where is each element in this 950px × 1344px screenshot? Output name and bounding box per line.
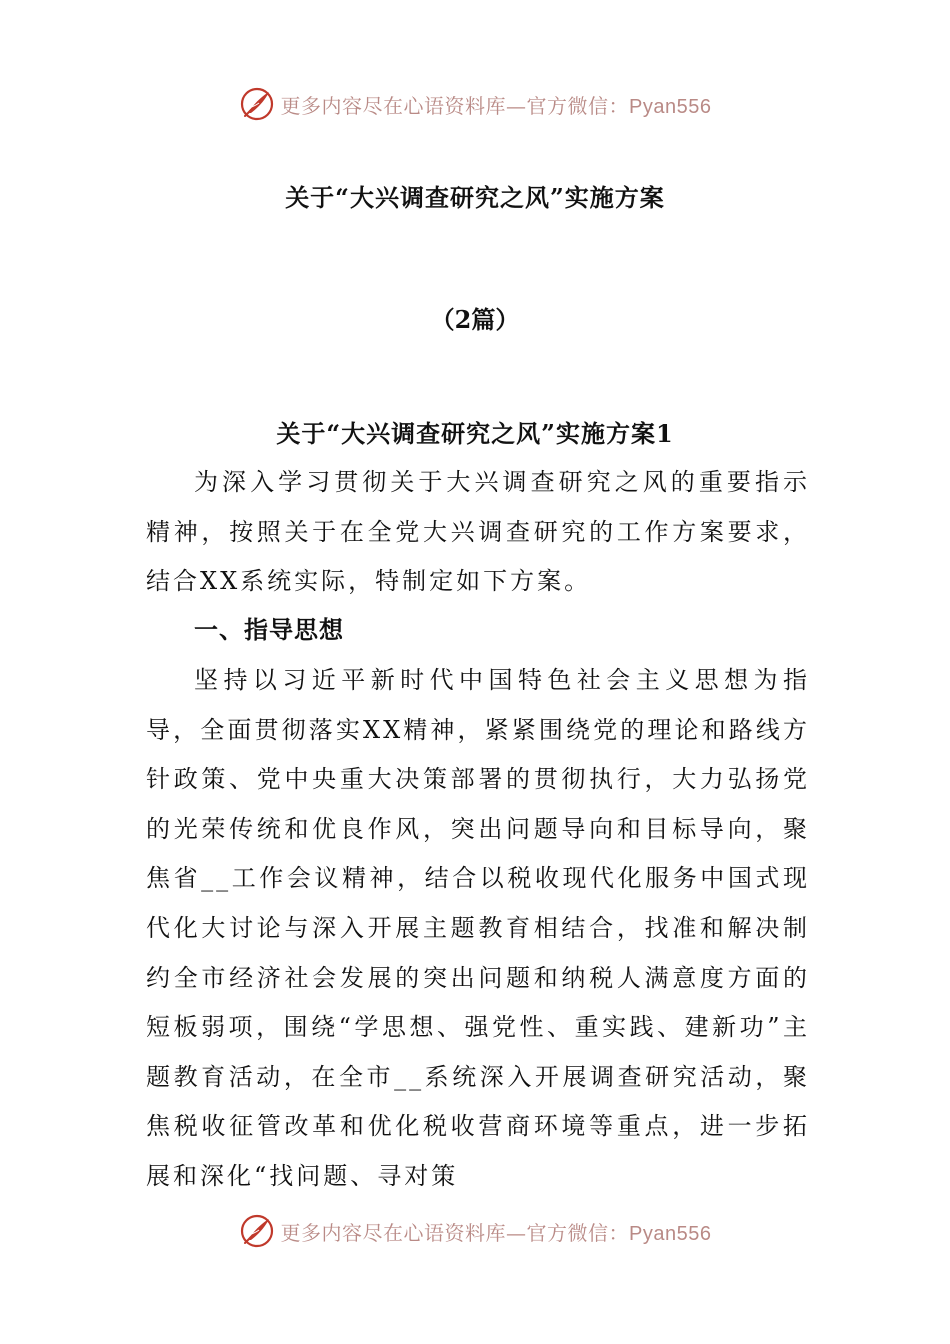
article-count: （2篇） [430,305,520,334]
watermark-banner-bottom [0,1211,950,1251]
intro-paragraph: 为深入学习贯彻关于大兴调查研究之风的重要指示精神，按照关于在全党大兴调查研究的工作方案要求，结合XX系统实际，特制定如下方案。 [146,468,810,596]
guiding-ideology-paragraph: 坚持以习近平新时代中国特色社会主义思想为指导，全面贯彻落实XX精神，紧紧围绕党的理论和路线方针政策、党中央重大决策部署的贯彻执行，大力弘扬党的光荣传统和优良作风，突出问题导向和目标导向，聚焦省__工作会议精神，结合以税收现代化服务中国式现代化大讨论与深入开展主题教育相结合，找准和解决制约全市经济社会发展的突出问题和纳税人满意度方面的短板弱项，围绕“学思想、强党性、重实践、建新功”主题教育活动，在全市__系统深入开展调查研究活动，聚焦税收征管改革和优化税收营商环境等重点，进一步拓展和深化“找问题、寻对策 [146,666,810,1190]
section-title: 关于“大兴调查研究之风”实施方案1 [276,419,674,448]
watermark-text: 更多内容尽在心语资料库—官方微信：Pyan556 [280,93,712,118]
watermark-content [239,1213,712,1249]
watermark-text: 更多内容尽在心语资料库—官方微信：Pyan556 [280,1220,712,1245]
document-title: 关于“大兴调查研究之风”实施方案 [285,183,665,212]
watermark-content [239,86,712,122]
watermark-banner-top [0,84,950,124]
quill-pen-logo-icon [239,86,275,122]
heading-guiding-ideology: 一、指导思想 [194,615,344,644]
quill-pen-logo-icon [239,1213,275,1249]
